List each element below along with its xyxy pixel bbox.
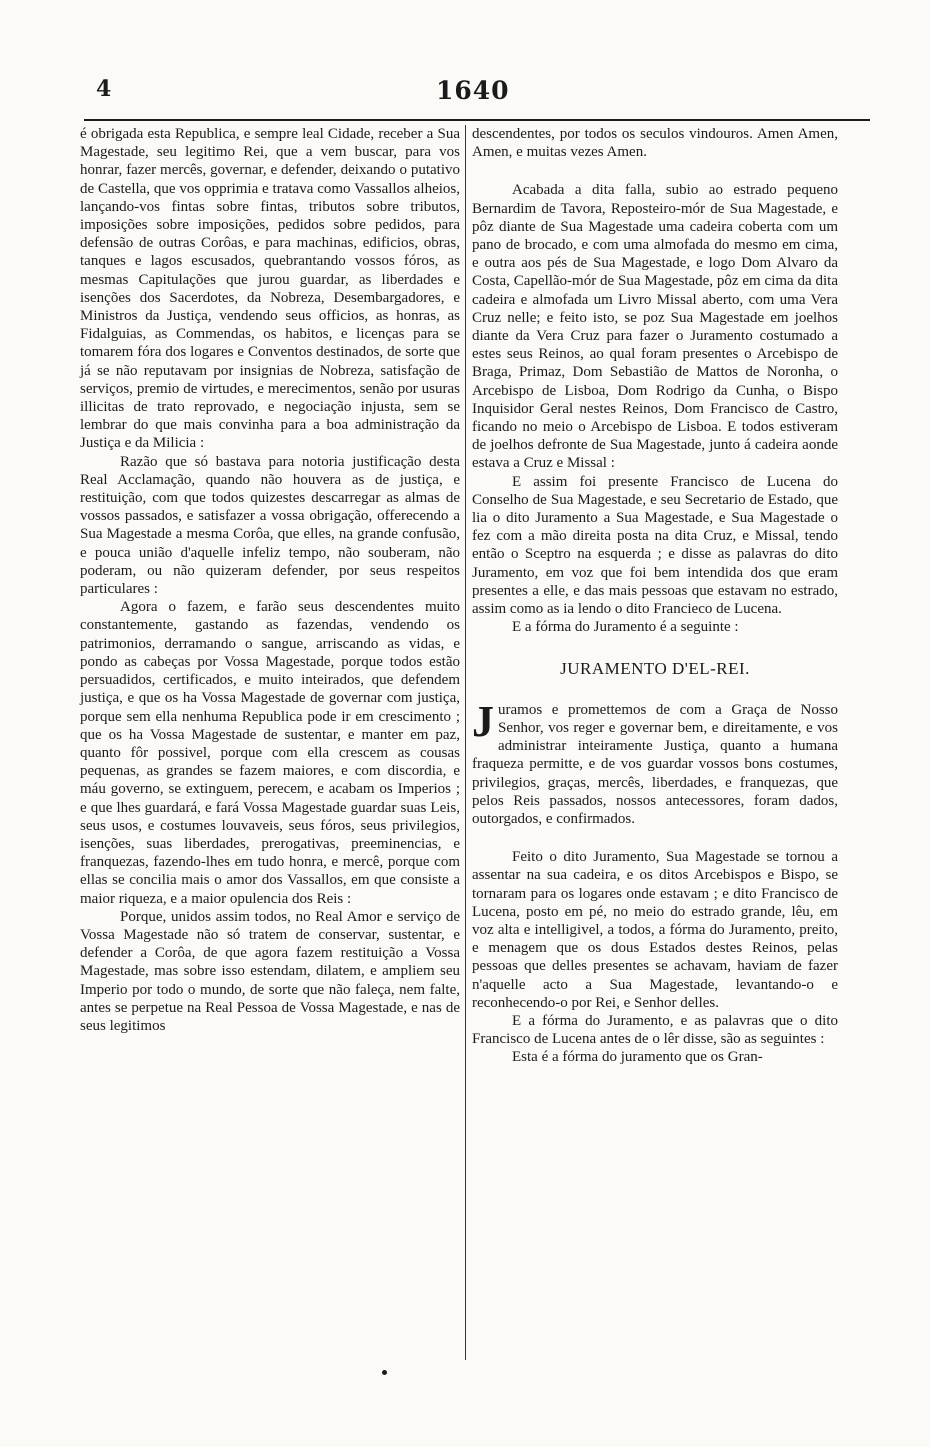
paragraph: Acabada a dita falla, subio ao estrado pequeno Bernardim de Tavora, Reposteiro-mór de Sua Magestade, e pôz diante de Sua Magestade uma cadeira coberta com um pano de brocado, e com uma almofada do mesmo em cima, e outra aos pés de Sua Magestade, e logo Dom Alvaro da Costa, Capellão-mór de Sua Magestade, pôz em cima da dita cadeira e almofada um Livro Missal aberto, com uma Vera Cruz nelle; e feito isto, se poz Sua Magestade em joelhos diante da Vera Cruz para fazer o Juramento costumado a estes seus Reinos, ao qual foram presentes o Arcebispo de Braga, Primaz, Dom Sebastião de Mattos de Noronha, o Arcebispo de Lisboa, Dom Rodrigo da Cunha, o Bispo Inquisidor Geral nestes Reinos, Dom Francisco de Castro, ficando no meio o Arcebispo de Lisboa. E todos estiveram de joelhos defronte de Sua Magestade, junto á cadeira aonde estava a Cruz e Missal :: [472, 182, 838, 472]
paragraph: é obrigada esta Republica, e sempre leal Cidade, receber a Sua Magestade, seu legitimo Rei, que a vem buscar, para vos honrar, fazer mercês, governar, e defender, deixando o putativo de Castella, que vos opprimia e tratava como Vassallos alheios, lançando-vos fintas sobre fintas, tributos sobre tributos, imposições sobre imposições, pedidos sobre pedidos, para defensão de outras Corôas, e para machinas, edificios, obras, tanques e lagos escusados, quebrantando vossos fóros, as mesmas Capitulações que jurou guardar, as liberdades e isenções dos Sacerdotes, da Nobreza, Desembargadores, e Ministros da Justiça, vendendo seus officios, as honras, as Fidalguias, as Commendas, os habitos, e licenças para se tomarem fóra dos logares e Conventos destinados, de sorte que já se não reputavam por insignias de Nobreza, satisfação de serviços, premio de virtudes, e merecimentos, senão por usuras illicitas de trato reprovado, e negociação injusta, sem se lembrar do que mais convinha para a boa administração da Justiça e da Milicia :: [80, 126, 460, 452]
paragraph: E a fórma do Juramento é a seguinte :: [512, 619, 739, 636]
ornament-dot: [382, 1370, 387, 1375]
paragraph: Razão que só bastava para notoria justificação desta Real Acclamação, quando não houvera as de justiça, e restituição, com que todos quizestes descarregar as almas de vossos passados, e satisfazer a vossa obrigação, offerecendo a Sua Magestade a mesma Corôa, que elles, na grande confusão, e pouca união d'aquelle infeliz tempo, não souberam, não poderam, ou não quizeram defender, por seus respeitos particulares :: [80, 453, 460, 598]
spacer: [472, 828, 838, 848]
paragraph: Feito o dito Juramento, Sua Magestade se tornou a assentar na sua cadeira, e os ditos Arcebispos e Bispo, se tornaram para os logares onde estavam ; e dito Francisco de Lucena, posto em pé, no meio do estrado grande, lêu, em voz alta e intelligivel, a todos, a fórma do Juramento, preito, e menagem que os dous Estados destes Reinos, pelas pessoas que delles presentes se achavam, haviam de fazer n'aquelle acto a Sua Magestade, levantando-o e reconhecendo-o por Rei, e Senhor delles.: [472, 849, 838, 1011]
column-divider: [465, 125, 466, 1360]
section-heading: JURAMENTO D'EL-REI.: [560, 659, 750, 679]
paragraph: Esta é a fórma do juramento que os Gran-: [512, 1049, 763, 1066]
paragraph: descendentes, por todos os seculos vindouros. Amen Amen, Amen, e muitas vezes Amen.: [472, 126, 838, 161]
left-column: [80, 125, 460, 1035]
page-number: 4: [96, 76, 112, 102]
paragraph: Porque, unidos assim todos, no Real Amor e serviço de Vossa Magestade não só tratem de conservar, sustentar, e defender a Corôa, de que agora fazem restituição a Vossa Magestade, mas sobre isso estendam, dilatem, e ampliem seu Imperio por todo o mundo, de sorte que não faleça, nem falte, antes se perpetue na Real Pessoa de Vossa Magestade, e nas de seus legitimos: [80, 908, 460, 1034]
paragraph: E assim foi presente Francisco de Lucena do Conselho de Sua Magestade, e seu Secretario de Estado, que lia o dito Juramento a Sua Magestade, e Sua Magestade o fez com a mão direita posta na dita Cruz, e Missal, tendo então o Sceptro na esquerda ; e disse as palavras do dito Juramento, em voz que foi bem intendida dos que eram presentes a elle, e das mais pessoas que estavam no estrado, assim como as ia lendo o dito Francieco de Lucena.: [472, 473, 838, 618]
right-column: [472, 125, 838, 1067]
page-year-header: 1640: [436, 76, 510, 105]
drop-cap: J: [472, 696, 494, 746]
oath-text: uramos e promettemos de com a Graça de Nosso Senhor, vos reger e governar bem, e direitamente, e vos administrar inteiramente Justiça, quanto a humana fraqueza permitte, e de vos guardar vossos bons costumes, privilegios, graças, mercês, liberdades, e franquezas, que pelos Reis passados, nossos antecessores, foram dados, outorgados, e confirmados.: [472, 701, 838, 827]
paragraph: E a fórma do Juramento, e as palavras que o dito Francisco de Lucena antes de o lêr disse, são as seguintes :: [472, 1012, 838, 1048]
spacer: [472, 161, 838, 181]
oath-block: [472, 696, 838, 828]
header-rule: [84, 119, 870, 121]
paragraph: Agora o fazem, e farão seus descendentes muito constantemente, gastando as fazendas, vendendo os patrimonios, derramando o sangue, arriscando as vidas, e pondo as cabeças por Vossa Magestade, porque todos estão persuadidos, certificados, e muito inteirados, que defendem justiça, e que os ha Vossa Magestade de governar com justiça, porque sem ella nenhuma Republica pode ir em crescimento ; que os ha Vossa Magestade de sustentar, e manter em paz, quanto fôr possivel, porque com ella crescem as cousas pequenas, as grandes se fazem maiores, e com discordia, e máu governo, se extinguem, perecem, e acabam os Imperios ; e que lhes guardará, e fará Vossa Magestade guardar suas Leis, seus usos, e costumes louvaveis, seus fóros, seus privilegios, isenções, suas liberdades, prerogativas, preeminencias, e franquezas, fazendo-lhes em tudo honra, e mercê, porque com ellas se concilia mais o amor dos Vassallos, em que consiste a maior riqueza, e a maior opulencia dos Reis :: [80, 599, 460, 907]
